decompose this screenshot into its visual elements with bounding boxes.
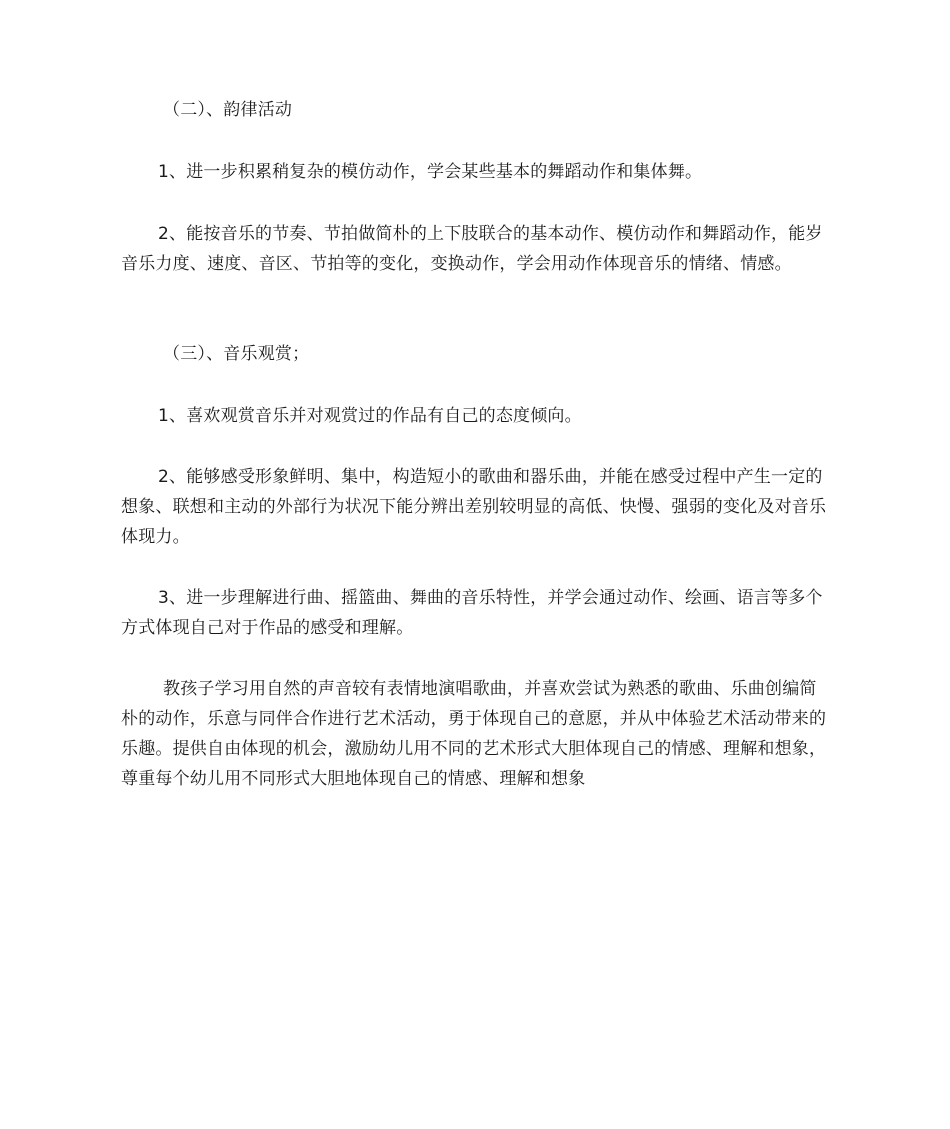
paragraph: 2、能够感受形象鲜明、集中，构造短小的歌曲和器乐曲，并能在感受过程中产生一定的想象、联想和主动的外部行为状况下能分辨出差别较明显的高低、快慢、强弱的变化及对音乐体现力。 [121, 467, 827, 547]
paragraph: 3、进一步理解进行曲、摇篮曲、舞曲的音乐特性，并学会通过动作、绘画、语言等多个方式体现自己对于作品的感受和理解。 [121, 588, 823, 638]
section-heading-appreciation: （三）、音乐观赏； [163, 344, 310, 364]
paragraph: 1、进一步积累稍复杂的模仿动作，学会某些基本的舞蹈动作和集体舞。 [158, 162, 703, 182]
paragraph: 教孩子学习用自然的声音较有表情地演唱歌曲，并喜欢尝试为熟悉的歌曲、乐曲创编简朴的动作，乐意与同伴合作进行艺术活动，勇于体现自己的意愿，并从中体验艺术活动带来的乐趣。提供自由体现的机会，激励幼儿用不同的艺术形式大胆体现自己的情感、理解和想象，尊重每个幼儿用不同形式大胆地体现自己的情感、理解和想象 [121, 679, 827, 789]
section-heading-rhythm: （二）、韵律活动 [163, 100, 293, 120]
paragraph: 1、喜欢观赏音乐并对观赏过的作品有自己的态度倾向。 [158, 406, 582, 426]
paragraph: 2、能按音乐的节奏、节拍做简朴的上下肢联合的基本动作、模仿动作和舞蹈动作，能岁音乐力度、速度、音区、节拍等的变化，变换动作，学会用动作体现音乐的情绪、情感。 [121, 224, 823, 274]
